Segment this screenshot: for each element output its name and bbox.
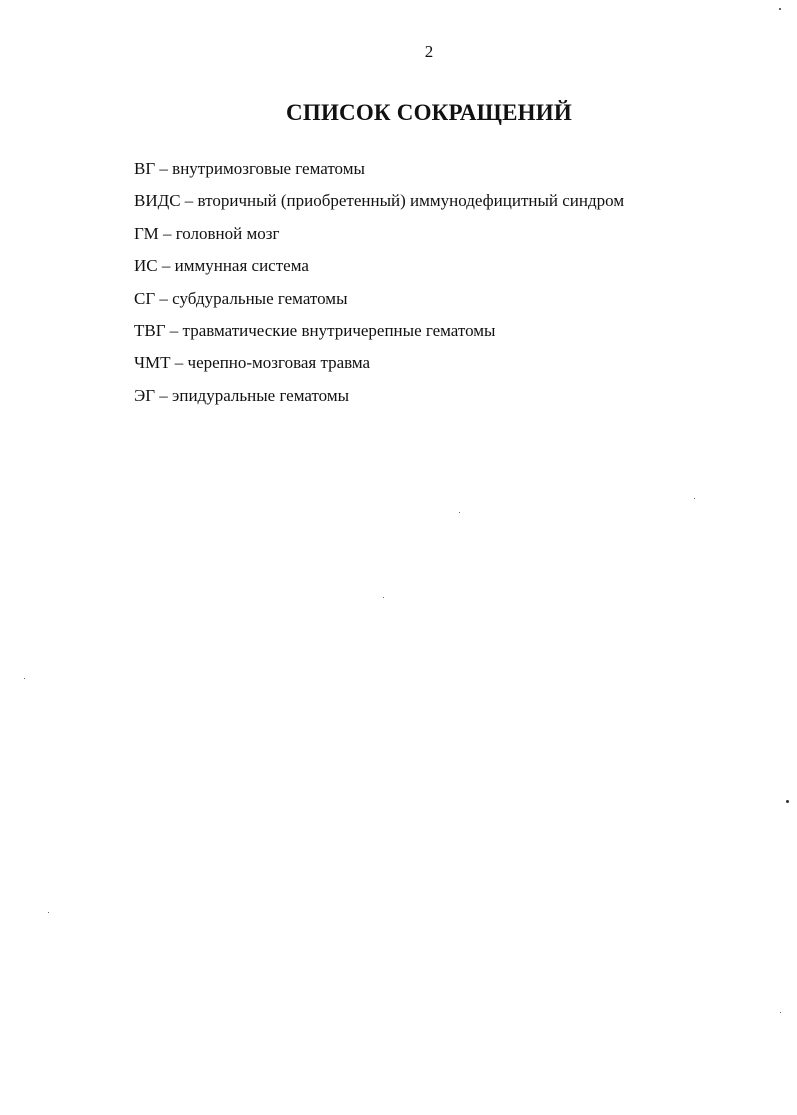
scan-speck <box>779 8 781 10</box>
scan-speck <box>48 912 49 913</box>
scan-speck <box>780 1012 781 1013</box>
list-item: ВГ – внутримозговые гематомы <box>134 159 365 178</box>
list-item: ЭГ – эпидуральные гематомы <box>134 385 350 405</box>
list-item: СГ – субдуральные гематомы <box>134 288 348 308</box>
list-item: ЧМТ – черепно-мозговая травма <box>134 353 371 373</box>
list-item: ИС – иммунная система <box>134 256 309 276</box>
scan-speck <box>383 597 384 598</box>
page-title: СПИСОК СОКРАЩЕНИЙ <box>286 100 572 125</box>
scan-speck <box>786 800 789 803</box>
scan-speck <box>459 512 460 513</box>
list-item: ВИДС – вторичный (приобретенный) иммунодефицитный синдром <box>134 191 625 211</box>
scan-speck <box>694 498 695 499</box>
list-item: ГМ – головной мозг <box>134 223 280 243</box>
page-number: 2 <box>424 42 434 61</box>
scan-speck <box>24 678 25 679</box>
abbreviation-list <box>134 157 624 416</box>
list-item: ТВГ – травматические внутричерепные гематомы <box>134 320 496 340</box>
